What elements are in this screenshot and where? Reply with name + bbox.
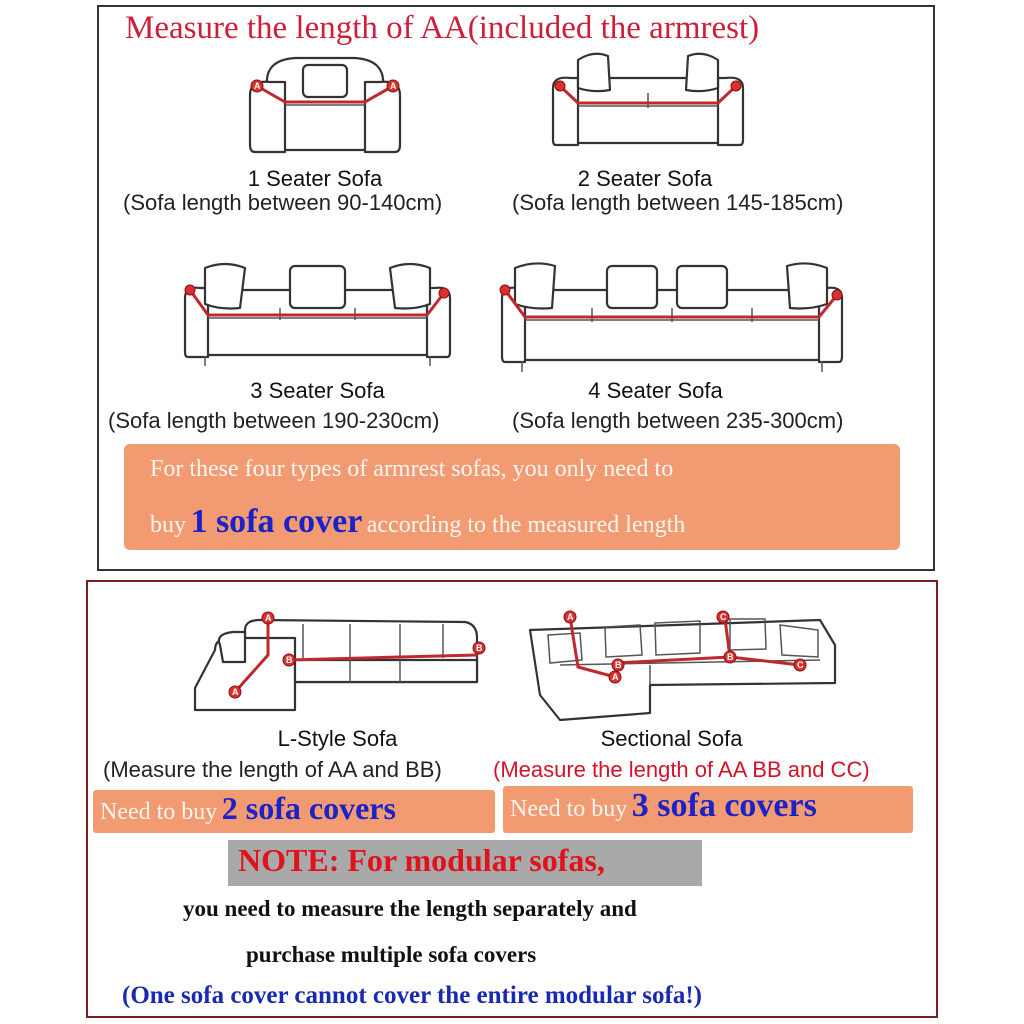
banner-highlight: 1 sofa cover (190, 503, 363, 540)
three-covers-text (510, 787, 817, 825)
l-style-name: L-Style Sofa (277, 726, 398, 751)
banner-line-2 (150, 503, 685, 541)
sofa-1-range: (Sofa length between 90-140cm) (123, 190, 443, 215)
svg-text:A: A (232, 687, 239, 697)
svg-text:A: A (254, 81, 261, 91)
banner-rest-text: according to the measured length (366, 512, 686, 538)
sofa-2-range: (Sofa length between 145-185cm) (512, 190, 844, 215)
sofa-1-name: 1 Seater Sofa (247, 166, 383, 191)
svg-text:A: A (265, 613, 272, 623)
sectional-measure: (Measure the length of AA BB and CC) (493, 757, 870, 782)
three-covers-highlight: 3 sofa covers (631, 787, 817, 824)
sofa-3-name: 3 Seater Sofa (250, 378, 385, 403)
note-line-2: purchase multiple sofa covers (246, 942, 537, 967)
note-line-3: (One sofa cover cannot cover the entire modular sofa!) (122, 982, 702, 1009)
svg-text:A: A (567, 612, 574, 622)
sectional-sofa-illustration (520, 605, 840, 725)
sofa-2-name: 2 Seater Sofa (577, 166, 713, 191)
svg-text:B: B (286, 655, 293, 665)
marker-a-icon (251, 80, 263, 92)
note-line-1: you need to measure the length separately and (183, 896, 637, 921)
top-title: Measure the length of AA(included the armrest) (125, 10, 760, 46)
svg-text:B: B (476, 643, 483, 653)
svg-text:B: B (727, 652, 734, 662)
two-covers-text (100, 790, 396, 827)
sectional-name: Sectional Sofa (600, 726, 743, 751)
banner-line-1: For these four types of armrest sofas, you only need to (150, 456, 674, 482)
four-seater-sofa-illustration (497, 260, 847, 375)
svg-text:C: C (720, 612, 727, 622)
one-seater-sofa-illustration (245, 50, 405, 165)
svg-text:A: A (612, 672, 619, 682)
two-covers-highlight: 2 sofa covers (221, 790, 396, 826)
sofa-4-range: (Sofa length between 235-300cm) (512, 408, 844, 433)
l-style-measure: (Measure the length of AA and BB) (103, 757, 442, 782)
note-text: NOTE: For modular sofas, (238, 842, 605, 878)
three-seater-sofa-illustration (180, 260, 455, 370)
sofa-4-name: 4 Seater Sofa (588, 378, 723, 403)
svg-text:A: A (390, 81, 397, 91)
svg-text:C: C (797, 660, 804, 670)
two-seater-sofa-illustration (548, 48, 748, 158)
three-covers-prefix: Need to buy (510, 796, 628, 822)
svg-text:B: B (615, 660, 622, 670)
two-covers-prefix: Need to buy (100, 799, 218, 825)
marker-a-icon (387, 80, 399, 92)
l-style-sofa-illustration (185, 610, 490, 720)
banner-buy-text: buy (150, 512, 186, 538)
sofa-3-range: (Sofa length between 190-230cm) (108, 408, 440, 433)
